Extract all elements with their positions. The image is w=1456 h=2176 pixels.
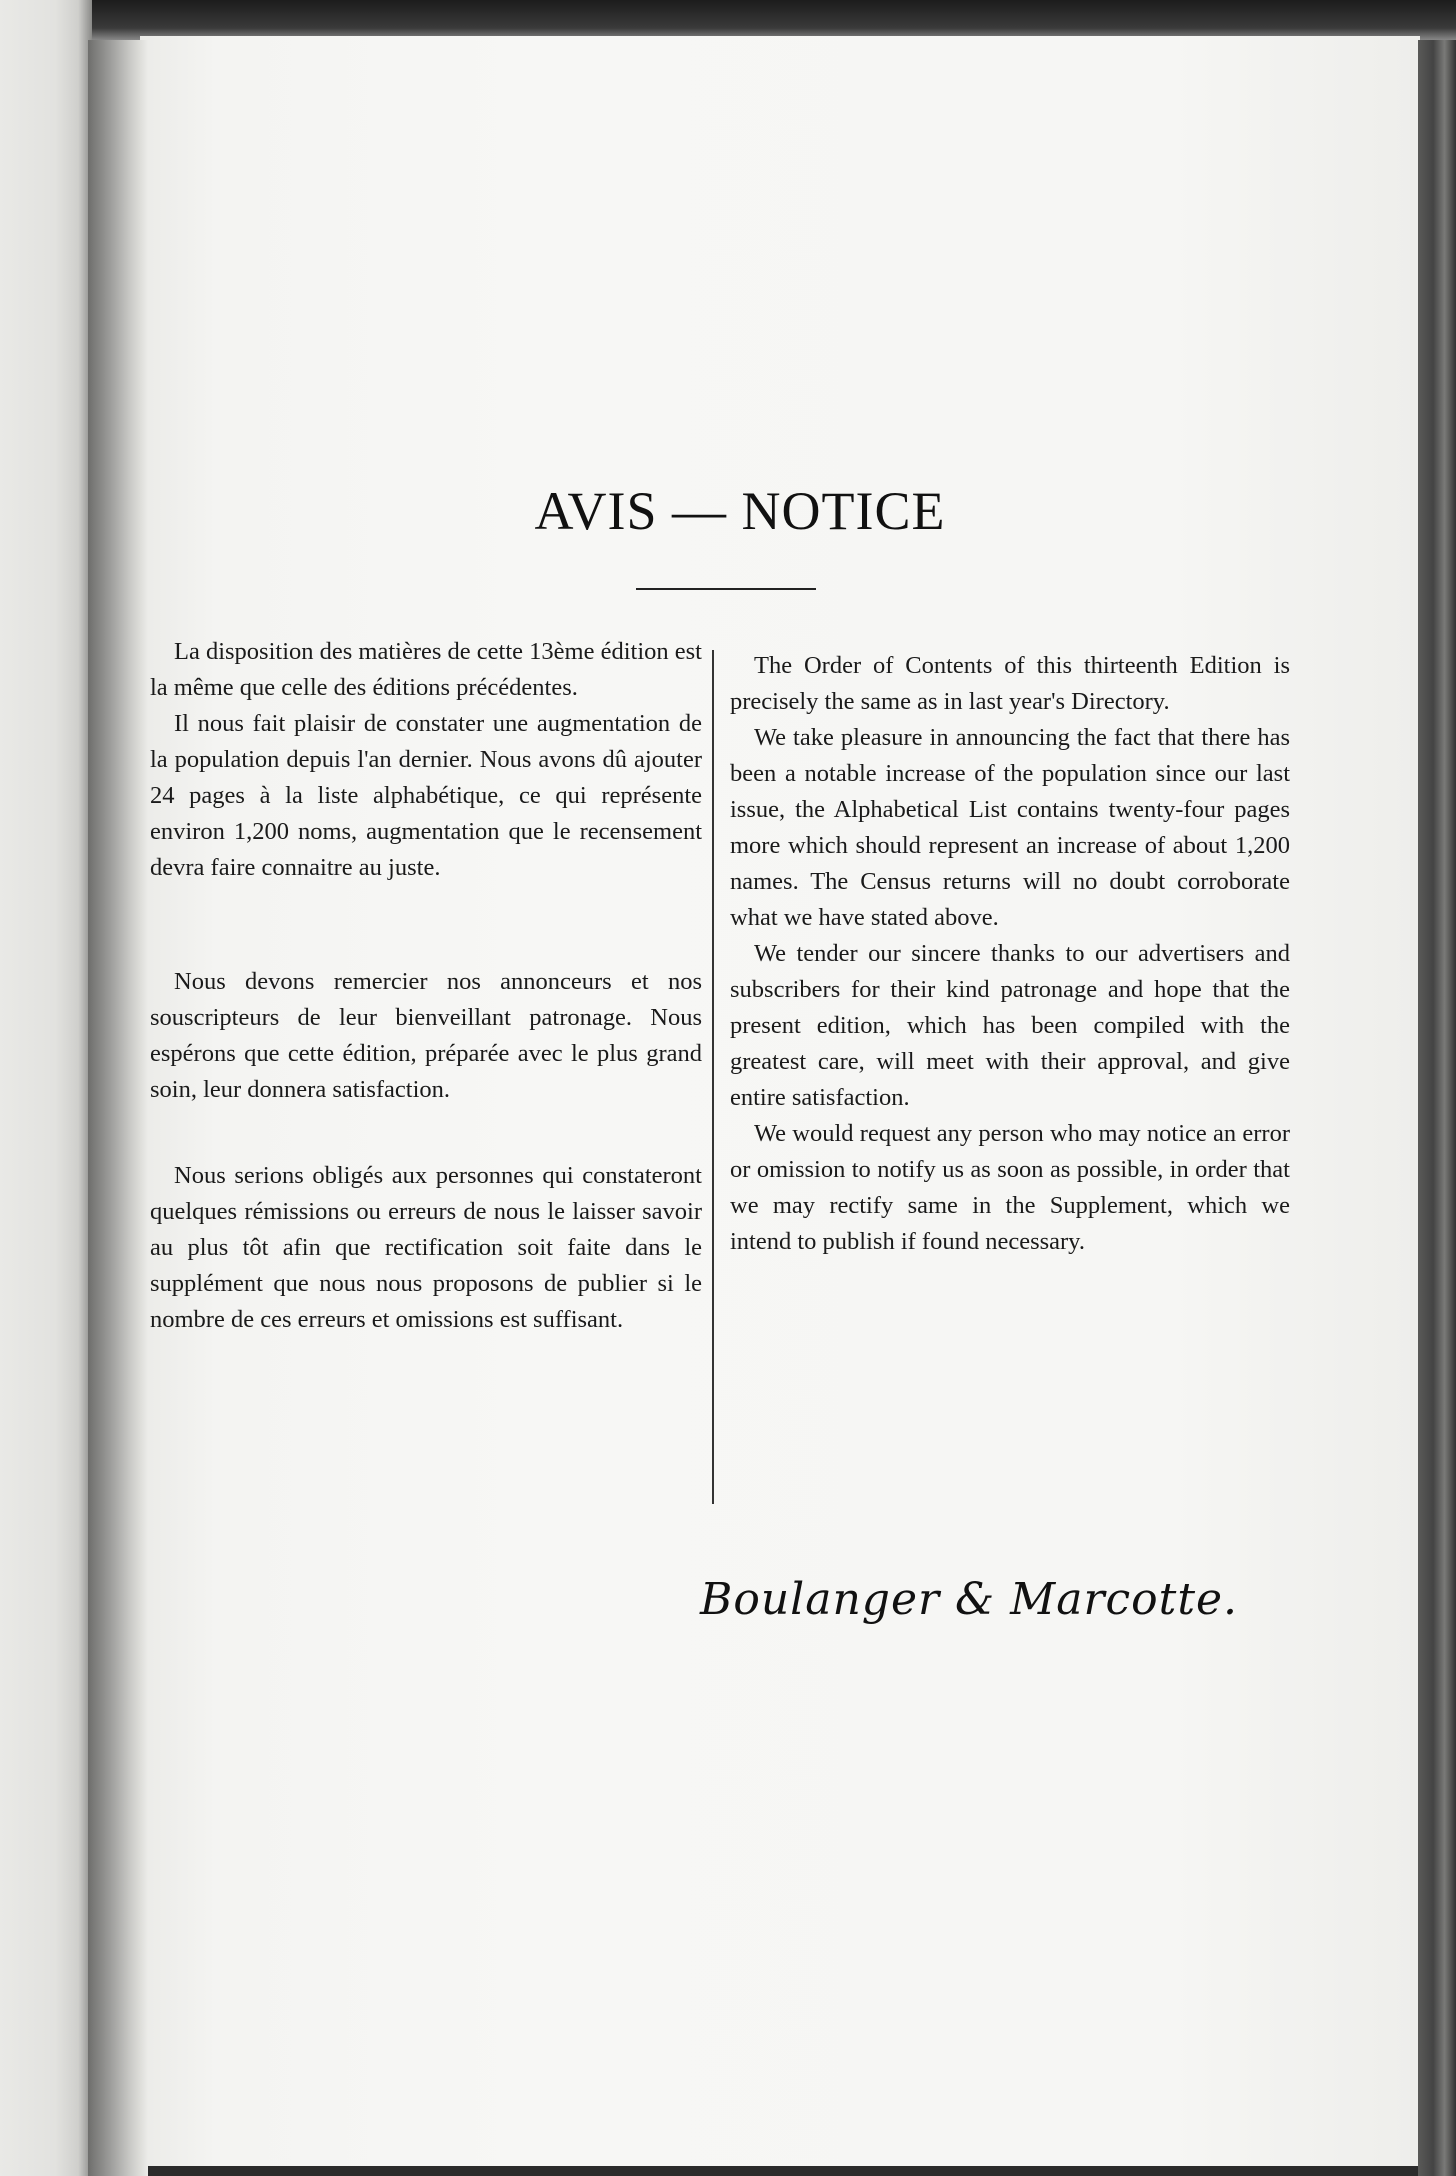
- column-divider: [712, 650, 714, 1504]
- book-right-edge: [1418, 40, 1456, 2176]
- french-paragraph-1: La disposition des matières de cette 13ème édition est la même que celle des éditions précédentes.: [150, 638, 702, 701]
- notice-title: AVIS — NOTICE: [534, 481, 946, 541]
- left-page-edge: [0, 0, 92, 2176]
- english-paragraph-4: We would request any person who may notice an error or omission to notify us as soon as possible, in order that we may rectify same in the Supplement, which we intend to publish if found necessary.: [730, 1120, 1290, 1255]
- english-paragraph-1: The Order of Contents of this thirteenth Edition is precisely the same as in last year's Directory.: [730, 652, 1290, 715]
- french-paragraph-4: Nous serions obligés aux personnes qui constateront quelques rémissions ou erreurs de nous le laisser savoir au plus tôt afin que rectification soit faite dans le supplément que nous nous proposons de publier si le nombre de ces erreurs et omissions est suffisant.: [150, 1162, 702, 1333]
- english-paragraph-2: We take pleasure in announcing the fact that there has been a notable increase of the population since our last issue, the Alphabetical List contains twenty-four pages more which should represent an increase of about 1,200 names. The Census returns will no doubt corroborate what we have stated above.: [730, 724, 1290, 931]
- french-column: [150, 634, 702, 1338]
- french-paragraph-3: Nous devons remercier nos annonceurs et nos souscripteurs de leur bienveillant patronage. Nous espérons que cette édition, préparée avec le plus grand soin, leur donnera satisfaction.: [150, 968, 702, 1103]
- english-paragraph-3: We tender our sincere thanks to our advertisers and subscribers for their kind patronage and hope that the present edition, which has been compiled with the greatest care, will meet with their approval, and give entire satisfaction.: [730, 940, 1290, 1111]
- title-divider: [636, 588, 816, 590]
- publisher-signature: Boulanger & Marcotte.: [700, 1574, 1239, 1625]
- english-column: [730, 648, 1290, 1260]
- page-gutter: [88, 40, 148, 2176]
- french-paragraph-2: Il nous fait plaisir de constater une augmentation de la population depuis l'an dernier. Nous avons dû ajouter 24 pages à la liste alphabétique, ce qui représente environ 1,200 noms, augmentation que le recensement devra faire connaitre au juste.: [150, 710, 702, 881]
- book-top-edge: [0, 0, 1456, 40]
